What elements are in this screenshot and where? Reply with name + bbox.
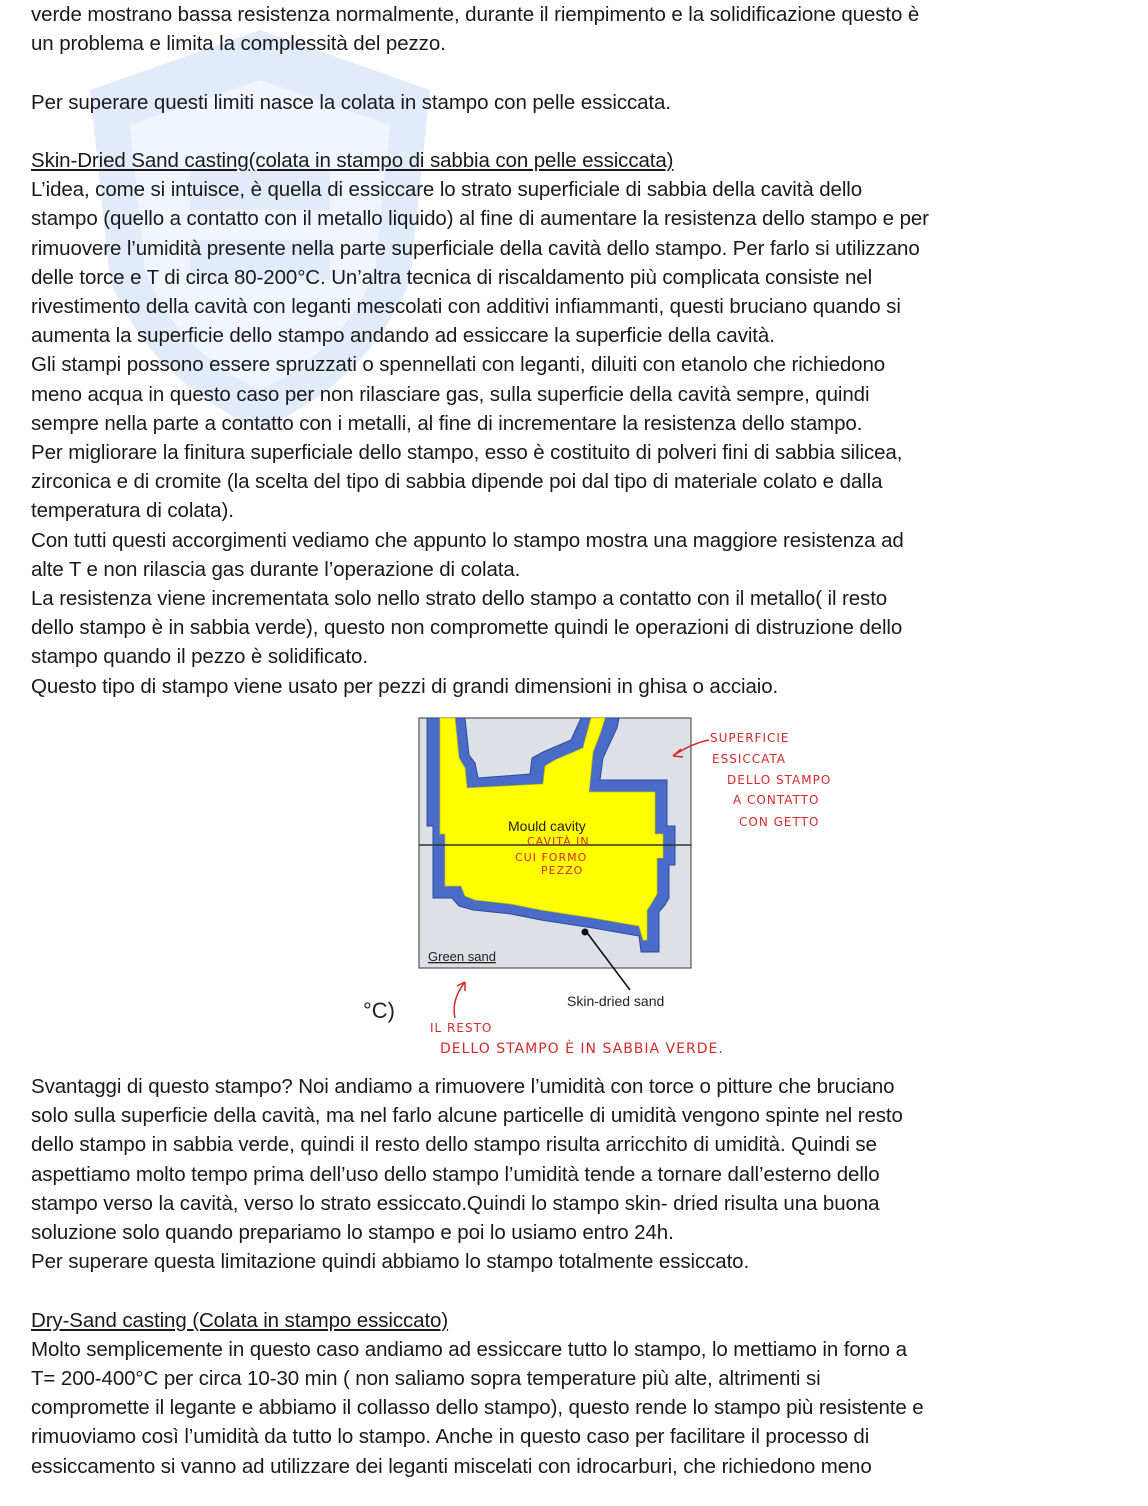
skin-dried-label: Skin-dried sand <box>567 993 665 1009</box>
handwritten-note-line: CON GETTO <box>739 815 820 829</box>
text-line: dello stampo in sabbia verde, quindi il resto dello stampo risulta arricchito di umidità. Quindi se <box>31 1133 877 1157</box>
handwritten-bottom-line: IL RESTO <box>430 1021 493 1035</box>
mould-cavity-label: Mould cavity <box>508 818 586 834</box>
text-line: Svantaggi di questo stampo? Noi andiamo a rimuovere l’umidità con torce o pitture che bruciano <box>31 1075 895 1098</box>
text-line: alte T e non rilascia gas durante l’operazione di colata. <box>31 557 521 581</box>
annotation-arrow-bottom <box>454 982 465 1018</box>
text-line: L’idea, come si intuisce, è quella di essiccare lo strato superficiale di sabbia della cavità dello <box>31 178 863 202</box>
section-heading-skin-dried: Skin-Dried Sand casting(colata in stampo di sabbia con pelle essiccata) <box>31 148 674 172</box>
text-line: aumenta la superficie dello stampo andando ad essiccare la superficie della cavità. <box>31 324 775 348</box>
mould-diagram <box>355 700 875 1070</box>
text-line: rimuoviamo così l’umidità da tutto lo stampo. Anche in questo caso per facilitare il processo di <box>31 1425 870 1449</box>
handwritten-bottom-line: DELLO STAMPO È IN SABBIA VERDE. <box>440 1041 724 1057</box>
handwritten-note-line: SUPERFICIE <box>710 731 790 745</box>
green-sand-label: Green sand <box>428 949 496 964</box>
text-line: T= 200-400°C per circa 10-30 min ( non saliamo sopra temperature più alte, altrimenti si <box>31 1367 821 1391</box>
text-line: delle torce e T di circa 80-200°C. Un’altra tecnica di riscaldamento più complicata consiste nel <box>31 265 873 289</box>
text-line: zirconica e di cromite (la scelta del tipo di sabbia dipende poi dal tipo di materiale colato e dalla <box>31 470 883 494</box>
handwritten-note-line: DELLO STAMPO <box>727 773 832 787</box>
text-line: solo sulla superficie della cavità, ma nel farlo alcune particelle di umidità vengono spinte nel resto <box>31 1104 903 1128</box>
text-line: compromette il legante e abbiamo il collasso dello stampo), questo rende lo stampo più resistente e <box>31 1396 924 1420</box>
text-line: dello stampo è in sabbia verde), questo non compromette quindi le operazioni di distruzione dello <box>31 616 903 640</box>
text-line: soluzione solo quando prepariamo lo stampo e poi lo usiamo entro 24h. <box>31 1221 674 1245</box>
section-heading-dry-sand: Dry-Sand casting (Colata in stampo essiccato) <box>31 1308 449 1332</box>
text-line: temperatura di colata). <box>31 499 234 523</box>
text-line: verde mostrano bassa resistenza normalmente, durante il riempimento e la solidificazione questo è <box>31 3 920 26</box>
text-line: Con tutti questi accorgimenti vediamo che appunto lo stampo mostra una maggiore resistenza ad <box>31 528 904 552</box>
text-line: aspettiamo molto tempo prima dell’uso dello stampo l’umidità tende a tornare dall’esterno dello <box>31 1162 880 1186</box>
text-line: Per superare questa limitazione quindi abbiamo lo stampo totalmente essiccato. <box>31 1250 750 1274</box>
text-line: rivestimento della cavità con leganti mescolati con additivi infiammanti, questi bruciano quando si <box>31 295 901 318</box>
text-line: La resistenza viene incrementata solo nello strato dello stampo a contatto con il metallo( il resto <box>31 587 888 611</box>
text-line: Gli stampi possono essere spruzzati o spennellati con leganti, diluiti con etanolo che richiedono <box>31 353 886 377</box>
text-line: Per migliorare la finitura superficiale dello stampo, esso è costituito di polveri fini di sabbia silicea, <box>31 441 903 465</box>
handwritten-note-line: ESSICCATA <box>712 752 786 766</box>
text-line: meno acqua in questo caso per non rilasciare gas, sulla superficie della cavità sempre, quindi <box>31 382 870 406</box>
text-line: Molto semplicemente in questo caso andiamo ad essiccare tutto lo stampo, lo mettiamo in forno a <box>31 1337 907 1361</box>
handwritten-note-line: A CONTATTO <box>733 793 820 807</box>
handwritten-cavity-line: CUI FORMO <box>515 851 588 864</box>
partial-temperature-label: °C) <box>363 998 396 1023</box>
text-line: Questo tipo di stampo viene usato per pezzi di grandi dimensioni in ghisa o acciaio. <box>31 674 779 698</box>
text-block-intro <box>31 0 1121 701</box>
text-line: essiccamento si vanno ad utilizzare dei leganti miscelati con idrocarburi, che richiedono meno <box>31 1454 872 1478</box>
handwritten-cavity-line: CAVITÀ IN <box>527 835 590 848</box>
text-line: stampo quando il pezzo è solidificato. <box>31 645 368 669</box>
text-line: sempre nella parte a contatto con i metalli, al fine di incrementare la resistenza dello stampo. <box>31 411 863 435</box>
text-line: Per superare questi limiti nasce la colata in stampo con pelle essiccata. <box>31 90 671 114</box>
text-line: stampo verso la cavità, verso lo strato essiccato.Quindi lo stampo skin- dried risulta una buona <box>31 1191 880 1215</box>
text-line: rimuovere l’umidità presente nella parte superficiale della cavità dello stampo. Per farlo si utilizzano <box>31 236 920 260</box>
text-line: un problema e limita la complessità del pezzo. <box>31 32 446 56</box>
text-line: stampo (quello a contatto con il metallo liquido) al fine di aumentare la resistenza dello stampo e per <box>31 207 929 231</box>
handwritten-cavity-line: PEZZO <box>541 864 584 877</box>
text-block-disadvantages <box>31 1072 1121 1481</box>
skin-dried-pointer-dot <box>582 929 589 936</box>
